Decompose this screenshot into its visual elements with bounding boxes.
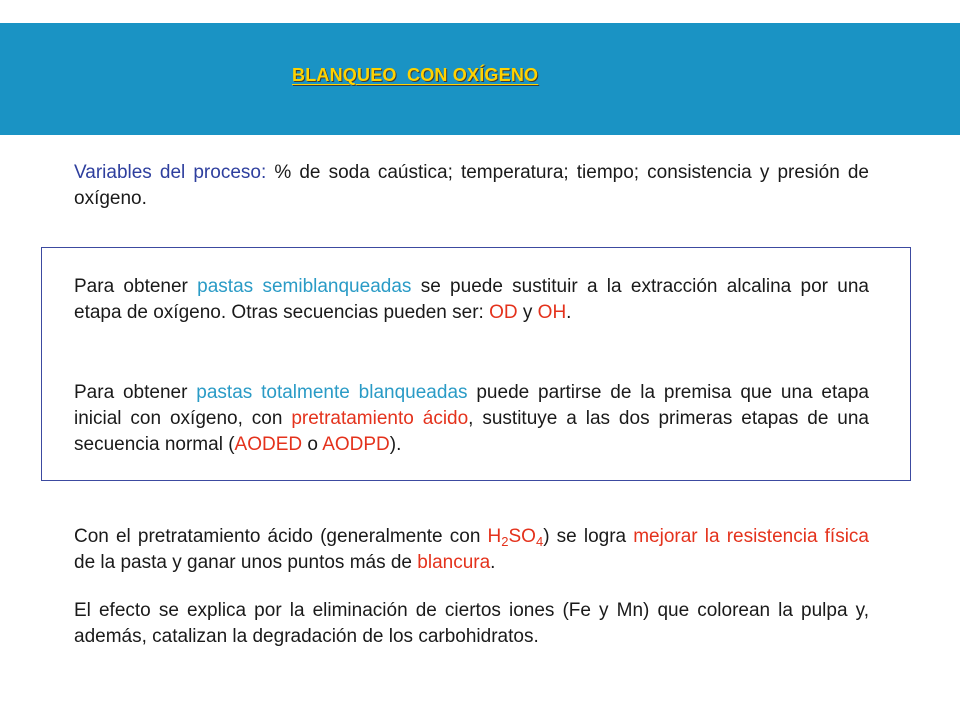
acid-pretreatment-highlight: pretratamiento ácido — [291, 408, 469, 429]
text-run: Con el pretratamiento ácido (generalmente con — [74, 526, 488, 547]
text-run: , sustituye a las dos primeras etapas de una secuencia normal ( — [74, 408, 869, 455]
text-run: se puede sustituir a la extracción alcalina por una etapa de oxígeno. Otras secuencias pueden ser: — [74, 276, 869, 323]
text-run: de la pasta y ganar unos puntos más de — [74, 552, 418, 573]
semibleached-paragraph — [74, 274, 869, 326]
text-run: o — [302, 434, 323, 455]
process-variables-text: % de soda caústica; temperatura; tiempo; consistencia y presión de oxígeno. — [74, 162, 869, 209]
physical-strength-highlight: mejorar la resistencia física — [633, 526, 869, 547]
brightness-highlight: blancura — [417, 552, 491, 573]
sequence-aoded: AODED — [234, 434, 303, 455]
sequence-aodpd: AODPD — [322, 434, 390, 455]
process-variables-paragraph — [74, 160, 869, 212]
semibleached-pulps-highlight: pastas semiblanqueadas — [197, 276, 412, 297]
text-run: . — [566, 302, 572, 323]
text-run: ) se logra — [543, 526, 634, 547]
text-run: y — [517, 302, 538, 323]
text-run: Para obtener — [74, 382, 197, 403]
sequence-od: OD — [489, 302, 518, 323]
formula-part: SO — [508, 526, 536, 547]
effect-paragraph: El efecto se explica por la eliminación de ciertos iones (Fe y Mn) que colorean la pulpa y, además, catalizan la degradación de los carbohidratos. — [74, 600, 869, 647]
text-run: Para obtener — [74, 276, 198, 297]
text-run: ). — [389, 434, 402, 455]
formula-part: H — [487, 526, 502, 547]
text-run: . — [490, 552, 496, 573]
text-run: puede partirse de la premisa que una etapa inicial con oxígeno, con — [74, 382, 869, 429]
process-variables-label: Variables del proceso: — [74, 162, 267, 183]
sequence-oh: OH — [537, 302, 567, 323]
page-title: BLANQUEO CON OXÍGENO — [292, 65, 539, 85]
formula-subscript: 4 — [535, 534, 544, 549]
acid-pretreatment-paragraph — [74, 524, 869, 576]
fully-bleached-pulps-highlight: pastas totalmente blanqueadas — [196, 382, 468, 403]
fully-bleached-paragraph — [74, 380, 869, 458]
formula-subscript: 2 — [501, 534, 509, 549]
sulfuric-acid-formula — [488, 526, 544, 547]
